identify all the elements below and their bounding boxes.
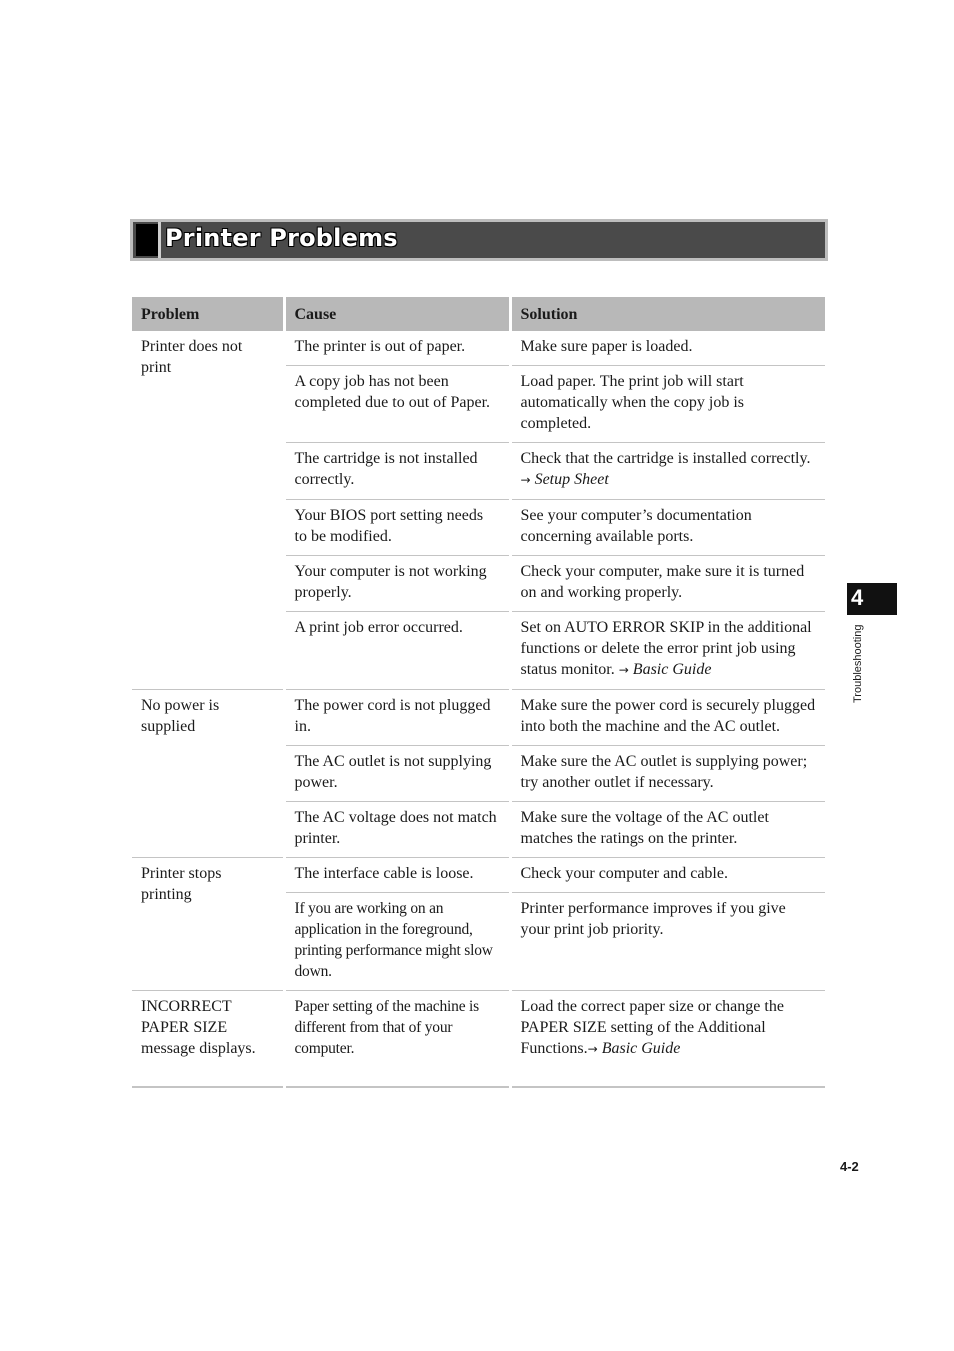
solution-cell (510, 612, 825, 690)
solution-cell: Check your computer, make sure it is turned on and working properly. (510, 556, 825, 612)
reference-link: Basic Guide (632, 661, 712, 678)
section-title-marker (136, 224, 158, 256)
cause-cell: Paper setting of the machine is different from that of your computer. (284, 991, 510, 1088)
cause-cell: The AC voltage does not match printer. (284, 802, 510, 858)
arrow-right-icon: → (587, 1042, 598, 1056)
arrow-right-icon: → (618, 663, 629, 677)
troubleshooting-table (132, 297, 825, 1088)
solution-cell (510, 991, 825, 1088)
cause-cell: The AC outlet is not supplying power. (284, 746, 510, 802)
solution-cell: Make sure paper is loaded. (510, 331, 825, 366)
table-row (132, 858, 825, 893)
section-title: Printer Problems (165, 224, 398, 252)
cause-cell: Your computer is not working properly. (284, 556, 510, 612)
cause-cell: The cartridge is not installed correctly. (284, 443, 510, 500)
header-cause: Cause (284, 297, 510, 331)
solution-cell: Make sure the power cord is securely plugged into both the machine and the AC outlet. (510, 690, 825, 746)
page-number: 4-2 (840, 1159, 859, 1174)
header-problem: Problem (132, 297, 284, 331)
problem-cell: INCORRECT PAPER SIZE message displays. (132, 991, 284, 1088)
cause-cell: A print job error occurred. (284, 612, 510, 690)
cause-cell: A copy job has not been completed due to out of Paper. (284, 366, 510, 443)
solution-cell: Make sure the AC outlet is supplying power; try another outlet if necessary. (510, 746, 825, 802)
table-row (132, 690, 825, 746)
solution-cell: Make sure the voltage of the AC outlet matches the ratings on the printer. (510, 802, 825, 858)
reference-link: Setup Sheet (534, 471, 609, 488)
arrow-right-icon: → (520, 473, 531, 487)
reference-link: Basic Guide (601, 1040, 681, 1057)
solution-cell: See your computer’s documentation concerning available ports. (510, 500, 825, 556)
table-row (132, 331, 825, 366)
problem-cell: Printer stops printing (132, 858, 284, 991)
table-header-row (132, 297, 825, 331)
section-title-bar (130, 219, 828, 261)
cause-cell: The interface cable is loose. (284, 858, 510, 893)
solution-text: Check that the cartridge is installed correctly. (520, 450, 811, 467)
problem-cell: Printer does not print (141, 338, 243, 376)
solution-cell: Check your computer and cable. (510, 858, 825, 893)
section-title-background (133, 222, 825, 258)
cause-cell: The printer is out of paper. (284, 331, 510, 366)
problem-cell: No power is supplied (132, 690, 284, 858)
cause-cell: The power cord is not plugged in. (284, 690, 510, 746)
solution-text: Load the correct paper size or change the PAPER SIZE setting of the Additional Functions. (520, 998, 784, 1057)
header-solution: Solution (510, 297, 825, 331)
cause-cell: Your BIOS port setting needs to be modified. (284, 500, 510, 556)
cause-cell: If you are working on an application in the foreground, printing performance might slow down. (284, 893, 510, 991)
solution-cell: Printer performance improves if you give your print job priority. (510, 893, 825, 991)
solution-text: Set on AUTO ERROR SKIP in the additional functions or delete the error print job using status monitor. (520, 619, 812, 678)
solution-cell (510, 443, 825, 500)
table-row (132, 991, 825, 1088)
chapter-number-tab: 4 (847, 583, 897, 615)
solution-cell: Load paper. The print job will start automatically when the copy job is completed. (510, 366, 825, 443)
chapter-label: Troubleshooting (852, 624, 864, 703)
section-title-separator (158, 222, 161, 258)
